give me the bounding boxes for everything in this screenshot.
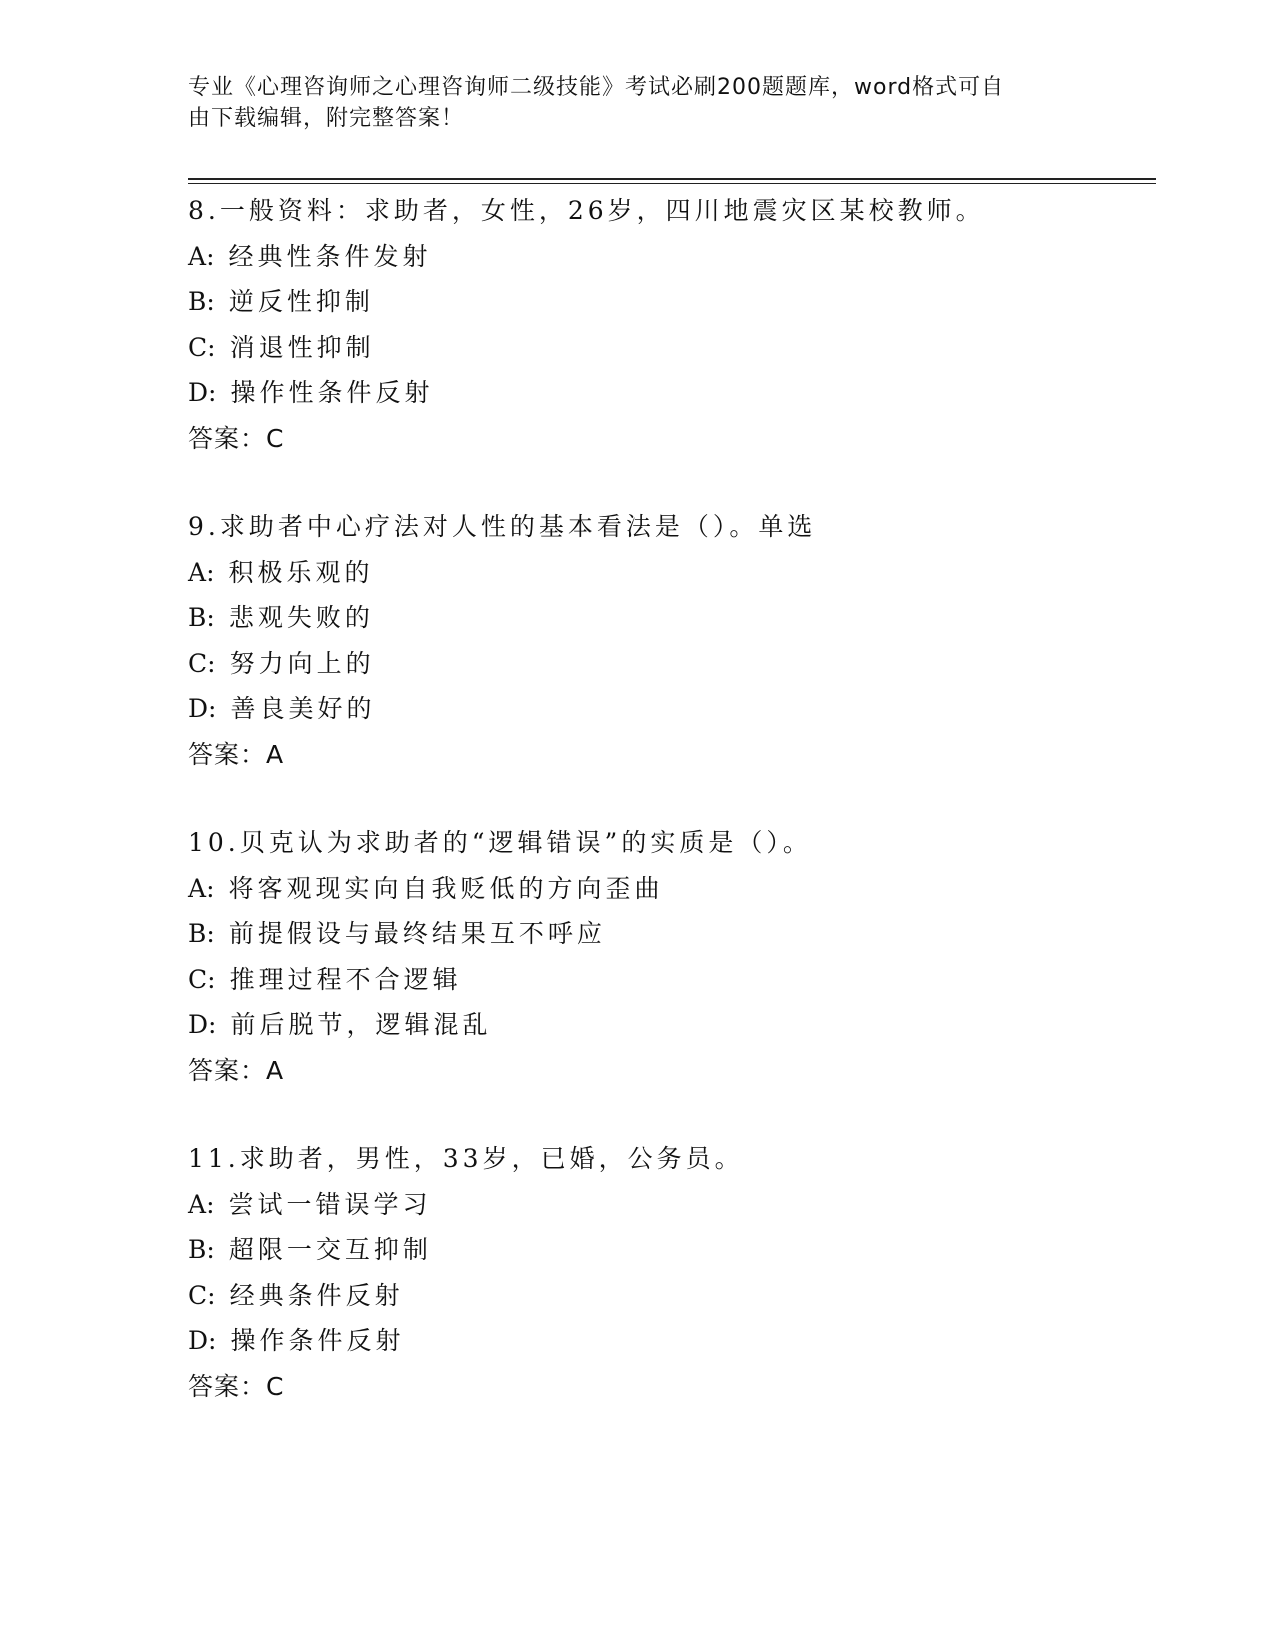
option-separator: : xyxy=(207,1280,216,1310)
answer-line: 答案：A xyxy=(188,739,285,769)
option-letter: A xyxy=(188,873,207,903)
option-text: 经典条件反射 xyxy=(229,1280,404,1310)
option-letter: C xyxy=(188,332,208,362)
option-separator: : xyxy=(207,332,216,362)
option-d xyxy=(188,370,1148,416)
option-text: 经典性条件发射 xyxy=(228,241,432,271)
question-11 xyxy=(188,1136,1148,1409)
header-divider-thick xyxy=(188,178,1156,180)
option-b xyxy=(188,1227,1148,1273)
option-letter: B xyxy=(188,287,207,316)
option-letter: D xyxy=(188,1326,209,1355)
option-text: 推理过程不合逻辑 xyxy=(229,964,462,994)
header-line-2: 由下载编辑，附完整答案！ xyxy=(188,106,465,131)
option-d xyxy=(188,1002,1148,1048)
option-letter: C xyxy=(188,648,208,678)
option-separator: : xyxy=(207,964,216,994)
option-separator: : xyxy=(207,648,216,678)
option-text: 努力向上的 xyxy=(229,648,375,678)
question-stem: 9.求助者中心疗法对人性的基本看法是（）。单选 xyxy=(188,512,817,541)
option-d xyxy=(188,686,1148,732)
question-9 xyxy=(188,504,1148,777)
option-separator: : xyxy=(208,1010,217,1039)
option-letter: A xyxy=(188,241,207,271)
option-d xyxy=(188,1318,1148,1364)
option-text: 将客观现实向自我贬低的方向歪曲 xyxy=(228,873,664,903)
option-a xyxy=(188,234,1148,280)
question-stem: 11.求助者，男性，33岁，已婚，公务员。 xyxy=(188,1144,744,1173)
option-c xyxy=(188,641,1148,687)
option-letter: D xyxy=(188,694,209,723)
question-stem: 10.贝克认为求助者的“逻辑错误”的实质是（）。 xyxy=(188,828,812,857)
option-separator: : xyxy=(208,378,217,407)
option-letter: B xyxy=(188,1235,207,1264)
option-a xyxy=(188,1182,1148,1228)
option-c xyxy=(188,1273,1148,1319)
question-8 xyxy=(188,188,1148,461)
option-separator: : xyxy=(206,241,215,271)
question-10 xyxy=(188,820,1148,1093)
option-letter: C xyxy=(188,1280,208,1310)
option-letter: B xyxy=(188,603,207,632)
question-stem: 8.一般资料：求助者，女性，26岁，四川地震灾区某校教师。 xyxy=(188,196,985,225)
option-text: 善良美好的 xyxy=(230,694,376,723)
option-c xyxy=(188,957,1148,1003)
option-b xyxy=(188,911,1148,957)
option-text: 前提假设与最终结果互不呼应 xyxy=(228,919,606,948)
option-separator: : xyxy=(208,694,217,723)
option-separator: : xyxy=(208,1326,217,1355)
option-letter: B xyxy=(188,919,207,948)
option-letter: D xyxy=(188,378,209,407)
option-separator: : xyxy=(206,919,215,948)
option-letter: A xyxy=(188,557,207,587)
option-text: 尝试一错误学习 xyxy=(228,1189,432,1219)
answer-line: 答案：C xyxy=(188,1371,285,1401)
option-letter: A xyxy=(188,1189,207,1219)
option-text: 超限一交互抑制 xyxy=(228,1235,432,1264)
option-separator: : xyxy=(206,287,215,316)
option-text: 逆反性抑制 xyxy=(228,287,374,316)
header-line-1: 专业《心理咨询师之心理咨询师二级技能》考试必刷200题题库，word格式可自 xyxy=(188,75,1005,100)
option-separator: : xyxy=(206,1189,215,1219)
option-b xyxy=(188,595,1148,641)
option-letter: D xyxy=(188,1010,209,1039)
answer-line: 答案：A xyxy=(188,1055,285,1085)
option-text: 消退性抑制 xyxy=(229,332,375,362)
option-separator: : xyxy=(206,1235,215,1264)
option-text: 操作条件反射 xyxy=(230,1326,405,1355)
option-text: 悲观失败的 xyxy=(228,603,374,632)
option-separator: : xyxy=(206,873,215,903)
question-list xyxy=(188,188,1148,1452)
answer-line: 答案：C xyxy=(188,423,285,453)
option-a xyxy=(188,550,1148,596)
option-c xyxy=(188,325,1148,371)
header-divider-thin xyxy=(188,183,1156,184)
option-separator: : xyxy=(206,603,215,632)
option-text: 前后脱节，逻辑混乱 xyxy=(230,1010,492,1039)
option-separator: : xyxy=(206,557,215,587)
option-b xyxy=(188,279,1148,325)
option-letter: C xyxy=(188,964,208,994)
option-text: 积极乐观的 xyxy=(228,557,374,587)
document-header xyxy=(188,72,1068,134)
option-text: 操作性条件反射 xyxy=(230,378,434,407)
option-a xyxy=(188,866,1148,912)
